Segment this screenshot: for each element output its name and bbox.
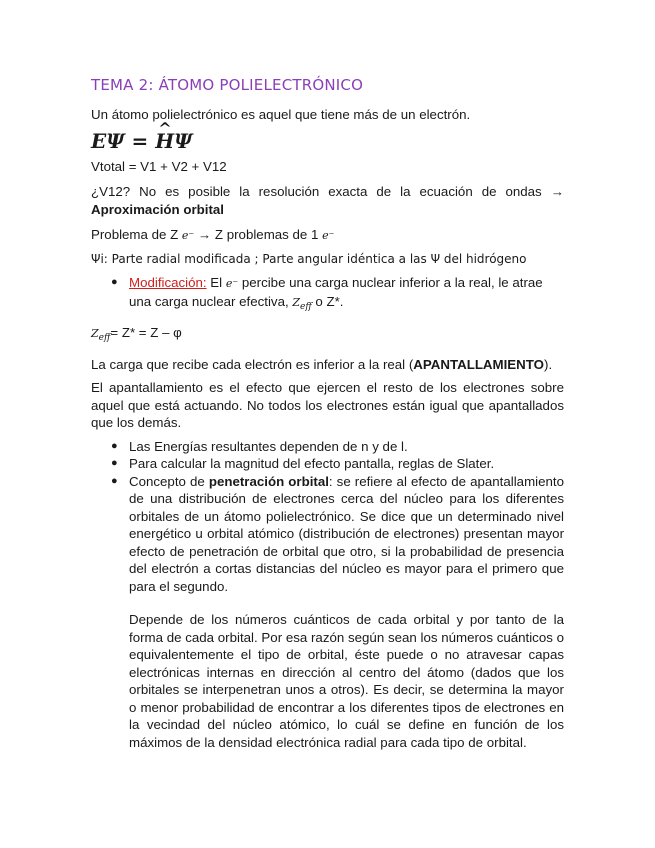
mod-text-a: El [206, 275, 226, 290]
carga-paragraph [91, 356, 564, 374]
paragraph-gap [129, 595, 564, 611]
apantallamiento-paragraph: El apantallamiento es el efecto que ejercen el resto de los electrones sobre aquel que está actuando. No todos los electrones están igual que apantallados que los demás. [91, 380, 564, 430]
list-item [91, 473, 564, 752]
bullet-text: : se refiere al efecto de apantallamiento de una distribución de electrones cerca del núcleo para los diferentes orbitales de un átomo polielectrónico. Se dice que un determinado nivel energético u orbital atómico (distribución de electrones) presentan mayor efecto de penetración de orbital que otro, si la probabilidad de presencia del electrón a cortas distancias del núcleo es mayor para el primero que para el segundo. [129, 473, 564, 594]
bullet-icon: ● [111, 276, 118, 288]
problema-text-a: Problema de Z [91, 227, 182, 242]
bullet-text: Concepto de [129, 473, 209, 489]
electron-symbol: e⁻ [322, 229, 335, 242]
v12-paragraph [91, 183, 564, 218]
vtotal-line: Vtotal = V1 + V2 + V12 [91, 158, 227, 174]
list-item [91, 438, 564, 456]
zeff-symbol: Z [91, 327, 99, 340]
bullet-icon: ● [111, 457, 118, 469]
bullet-icon: ● [111, 439, 118, 452]
bullet-icon: ● [111, 474, 118, 487]
penetracion-paragraph-2: Depende de los números cuánticos de cada orbital y por tanto de la forma de cada orbital. Por esa razón según sean los números cuánticos o equivalentemente el tipo de orbital, éste puede o no atravesar capas electrónicas internas en dirección al centro del átomo (dados que los orbitales se interpenetran unos a otros). Es decir, se determina la mayor o menor probabilidad de encontrar a los diferentes tipos de electrones en la vecindad del núcleo atómico, lo cuál se define en función de los máximos de la densidad electrónica radial para cada tipo de orbital. [129, 612, 564, 750]
bullet-text: Las Energías resultantes dependen de n y de l. [129, 438, 408, 454]
zeff-subscript: eff [98, 333, 111, 343]
modification-label: Modificación: [129, 275, 207, 290]
carga-text: La carga que recibe cada electrón es inferior a la real ( [91, 356, 414, 372]
zeff-subscript: eff [300, 301, 312, 312]
problema-text-b: → Z problemas de 1 [194, 227, 323, 242]
v12-bold: Aproximación orbital [91, 201, 224, 217]
penetracion-bold: penetración orbital [208, 473, 329, 489]
electron-symbol: e⁻ [225, 277, 239, 290]
document-page [91, 74, 564, 751]
modification-list [91, 274, 564, 316]
v12-question: ¿V12? No es posible la resolución exacta de la ecuación de ondas → [91, 184, 564, 199]
electron-symbol: e⁻ [181, 229, 195, 242]
problema-line [91, 226, 564, 245]
list-item [91, 274, 564, 316]
formula-psi: Ψ [174, 128, 193, 153]
concepts-list [91, 438, 564, 752]
intro-paragraph: Un átomo polielectrónico es aquel que tiene más de un electrón. [91, 107, 471, 122]
mod-text-b: percibe una carga nuclear inferior a la real, le atrae una carga nuclear efectiva, [129, 275, 543, 309]
bullet-text: Para calcular la magnitud del efecto pantalla, reglas de Slater. [129, 456, 495, 471]
formula-lhs: EΨ [91, 128, 125, 153]
psi-line: Ψi: Parte radial modificada ; Parte angular idéntica a las Ψ del hidrógeno [91, 251, 527, 266]
schrodinger-equation [91, 128, 564, 154]
formula-equals: = [124, 128, 156, 153]
zeff-equation [91, 324, 564, 348]
zeff-equation-rest: = Z* = Z – φ [110, 325, 182, 340]
apantallamiento-bold: APANTALLAMIENTO [413, 356, 545, 372]
list-item [91, 455, 564, 473]
carga-end: ). [544, 356, 553, 372]
mod-text-c: o Z*. [311, 293, 344, 309]
page-title: TEMA 2: ÁTOMO POLIELECTRÓNICO [91, 76, 364, 94]
zeff-symbol: Z [292, 295, 301, 309]
hamiltonian-operator: ^ H [155, 128, 174, 154]
